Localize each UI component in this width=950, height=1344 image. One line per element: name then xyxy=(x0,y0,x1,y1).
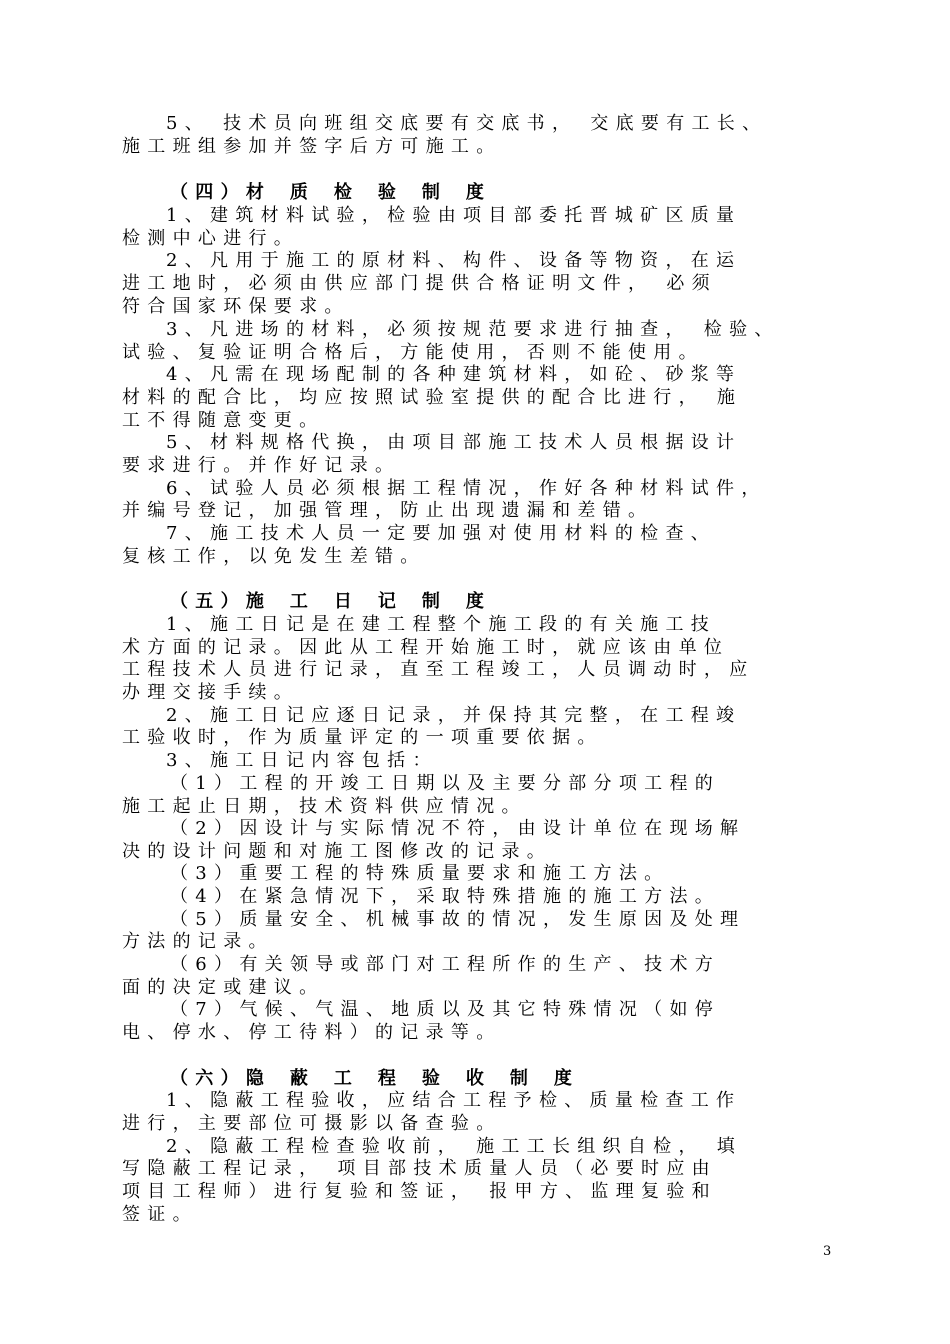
paragraph-line: 2、凡用于施工的原材料、构件、设备等物资，在运 xyxy=(166,250,742,271)
paragraph-line: 项目工程师）进行复验和签证， 报甲方、监理复验和 xyxy=(122,1181,717,1202)
paragraph-line: 2、施工日记应逐日记录，并保持其完整，在工程竣 xyxy=(166,705,742,726)
list-item-line: （1）工程的开竣工日期以及主要分部分项工程的 xyxy=(170,773,721,794)
list-item-line: 电、停水、停工待料）的记录等。 xyxy=(122,1022,502,1043)
section-heading-construction-diary xyxy=(170,590,510,613)
paragraph-line: 试验、复验证明合格后，方能使用，否则不能使用。 xyxy=(122,342,704,363)
paragraph-line: 复核工作，以免发生差错。 xyxy=(122,546,426,567)
paragraph-line: 办理交接手续。 xyxy=(122,682,300,703)
list-item-line: 面的决定或建议。 xyxy=(122,977,325,998)
paragraph-line: 工验收时，作为质量评定的一项重要依据。 xyxy=(122,727,603,748)
paragraph-line: 3、施工日记内容包括： xyxy=(166,750,438,771)
section-heading-materials xyxy=(170,181,510,204)
heading-text: 施工日记制度 xyxy=(245,591,510,612)
paragraph-line: 要求进行。并作好记录。 xyxy=(122,455,401,476)
paragraph-line: 并编号登记，加强管理，防止出现遗漏和差错。 xyxy=(122,500,654,521)
paragraph-line: 进工地时，必须由供应部门提供合格证明文件， 必须 xyxy=(122,273,717,294)
list-item-line: 决的设计问题和对施工图修改的记录。 xyxy=(122,841,553,862)
paragraph-line: 检测中心进行。 xyxy=(122,228,300,249)
list-item-line: （3）重要工程的特殊质量要求和施工方法。 xyxy=(170,863,670,884)
section-heading-concealed-works xyxy=(170,1067,598,1090)
list-item-line: （6）有关领导或部门对工程所作的生产、技术方 xyxy=(170,954,721,975)
heading-number: （六） xyxy=(170,1068,246,1089)
paragraph-line: 符合国家环保要求。 xyxy=(122,296,350,317)
list-item-line: （2）因设计与实际情况不符，由设计单位在现场解 xyxy=(170,818,746,839)
paragraph-line: 工程技术人员进行记录，直至工程竣工，人员调动时，应 xyxy=(122,659,755,680)
paragraph-line: 1、施工日记是在建工程整个施工段的有关施工技 xyxy=(166,614,717,635)
heading-number: （五） xyxy=(170,591,246,612)
page-number: 3 xyxy=(823,1244,832,1259)
heading-number: （四） xyxy=(170,182,246,203)
list-item-line: （4）在紧急情况下，采取特殊措施的施工方法。 xyxy=(170,886,721,907)
paragraph-line: 材料的配合比，均应按照试验室提供的配合比进行， 施 xyxy=(122,387,743,408)
paragraph-line: 3、凡进场的材料，必须按规范要求进行抽查， 检验、 xyxy=(166,319,780,340)
paragraph-line: 工不得随意变更。 xyxy=(122,410,325,431)
paragraph-line: 2、隐蔽工程检查验收前， 施工工长组织自检， 填 xyxy=(166,1136,743,1157)
paragraph-line: 进行，主要部位可摄影以备查验。 xyxy=(122,1113,502,1134)
list-item-line: 施工起止日期，技术资料供应情况。 xyxy=(122,796,527,817)
paragraph-line: 术方面的记录。因此从工程开始施工时，就应该由单位 xyxy=(122,637,730,658)
paragraph-line: 1、隐蔽工程验收，应结合工程予检、质量检查工作 xyxy=(166,1090,742,1111)
paragraph-line: 1、建筑材料试验，检验由项目部委托晋城矿区质量 xyxy=(166,205,742,226)
list-item-line: 方法的记录。 xyxy=(122,931,274,952)
paragraph-line: 6、试验人员必须根据工程情况，作好各种材料试件， xyxy=(166,478,767,499)
paragraph-line: 5、材料规格代换，由项目部施工技术人员根据设计 xyxy=(166,432,742,453)
heading-text: 隐蔽工程验收制度 xyxy=(245,1068,598,1089)
list-item-line: （5）质量安全、机械事故的情况，发生原因及处理 xyxy=(170,909,746,930)
paragraph-line: 7、施工技术人员一定要加强对使用材料的检查、 xyxy=(166,523,717,544)
heading-text: 材质检验制度 xyxy=(245,182,510,203)
paragraph-line: 5、 技术员向班组交底要有交底书， 交底要有工长、 xyxy=(166,113,768,134)
paragraph-line: 签证。 xyxy=(122,1204,198,1225)
list-item-line: （7）气候、气温、地质以及其它特殊情况（如停 xyxy=(170,999,721,1020)
paragraph-line: 4、凡需在现场配制的各种建筑材料，如砼、砂浆等 xyxy=(166,364,742,385)
paragraph-line: 施工班组参加并签字后方可施工。 xyxy=(122,136,502,157)
paragraph-line: 写隐蔽工程记录， 项目部技术质量人员（必要时应由 xyxy=(122,1158,717,1179)
